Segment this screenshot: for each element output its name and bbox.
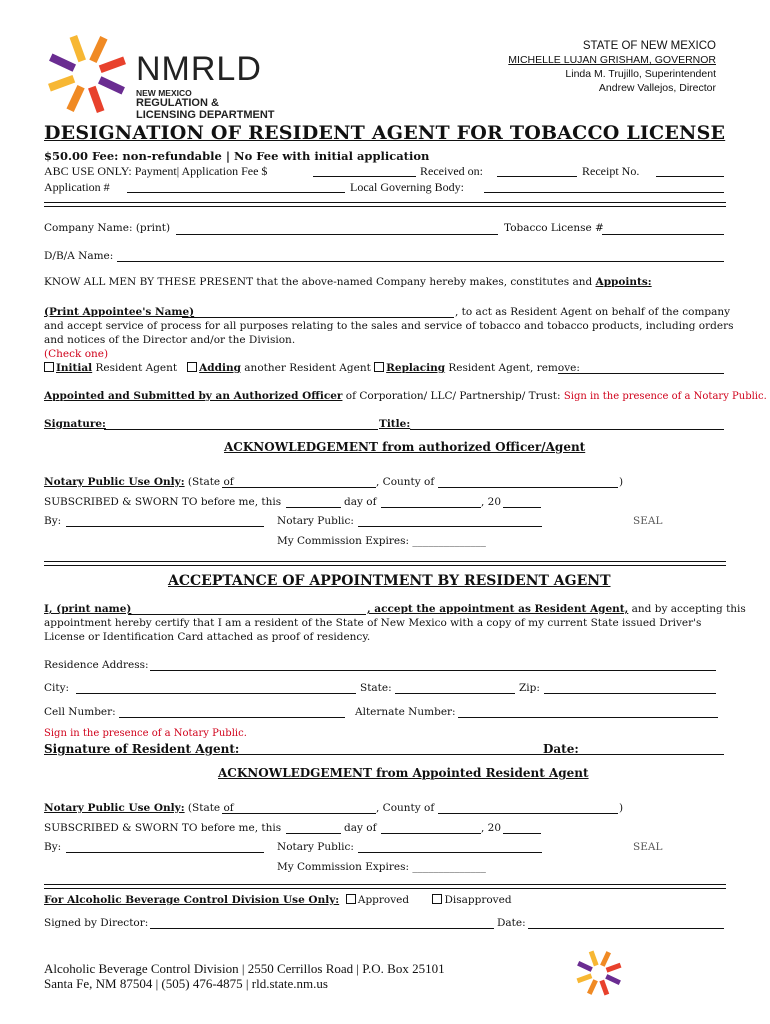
footer-line-2: Santa Fe, NM 87504 | (505) 476-4875 | rld.state.nm.us <box>44 976 328 991</box>
company-name-field[interactable] <box>176 234 498 235</box>
signed-by-label: Signed by Director: <box>44 917 149 929</box>
title-label: Title: <box>379 418 411 430</box>
ack2-commission: My Commission Expires: ______________ <box>277 861 486 873</box>
ack2-year-field[interactable] <box>503 833 541 834</box>
cell-label: Cell Number: <box>44 706 116 718</box>
adding-checkbox[interactable] <box>187 362 197 372</box>
local-body-field[interactable] <box>484 192 724 193</box>
remove-agent-field[interactable] <box>558 373 724 374</box>
ack1-commission: My Commission Expires: ______________ <box>277 535 486 547</box>
ack1-subscribed: SUBSCRIBED & SWORN TO before me, this <box>44 496 282 508</box>
ack1-notary-line <box>44 476 234 488</box>
zip-label: Zip: <box>519 682 540 694</box>
ack1-seal: SEAL <box>633 515 663 527</box>
zip-field[interactable] <box>544 693 716 694</box>
initial-checkbox[interactable] <box>44 362 54 372</box>
cell-field[interactable] <box>119 717 345 718</box>
ack1-day-of: day of <box>344 496 377 508</box>
ack2-notary-field[interactable] <box>358 852 542 853</box>
application-field[interactable] <box>127 192 345 193</box>
divider <box>44 206 726 207</box>
ack2-year: , 20 <box>481 822 502 834</box>
i-print-label: I, (print name) <box>44 603 132 615</box>
sig-agent-label: Signature of Resident Agent: <box>44 742 240 756</box>
initial-label: Initial <box>56 362 93 374</box>
sign-notary-note: Sign in the presence of a Notary Public. <box>563 391 767 402</box>
title-field[interactable] <box>410 429 724 430</box>
ack2-state-of: (State of <box>184 802 234 814</box>
remove-text: Resident Agent, remove: <box>445 362 580 374</box>
nmrld-logo <box>40 30 290 125</box>
acceptance-date-field[interactable] <box>578 754 724 755</box>
logo-line-4: LICENSING DEPARTMENT <box>136 109 275 121</box>
of-corp-text: of Corporation/ LLC/ Partnership/ Trust: <box>342 390 561 402</box>
ack2-heading: ACKNOWLEDGEMENT from Appointed Resident Agent <box>218 766 589 780</box>
tobacco-license-label: Tobacco License # <box>504 222 604 234</box>
signature-field[interactable] <box>104 429 378 430</box>
ack2-day-of: day of <box>344 822 377 834</box>
ack1-year: , 20 <box>481 496 502 508</box>
page-title: DESIGNATION OF RESIDENT AGENT FOR TOBACCO LICENSE <box>44 122 726 144</box>
company-name-label: Company Name: (print) <box>44 222 171 234</box>
state-label: State: <box>360 682 392 694</box>
alt-label: Alternate Number: <box>355 706 456 718</box>
ack1-by-field[interactable] <box>66 526 264 527</box>
city-field[interactable] <box>76 693 356 694</box>
header-director: Andrew Vallejos, Director <box>598 82 716 94</box>
residence-label: Residence Address: <box>44 659 149 671</box>
ack1-notary-use: Notary Public Use Only: <box>44 476 185 488</box>
application-fee-field[interactable] <box>313 176 416 177</box>
ack2-by: By: <box>44 841 62 853</box>
accept-appt-line <box>367 603 746 615</box>
acceptance-sign-notary: Sign in the presence of a Notary Public. <box>44 728 247 739</box>
header-state: STATE OF NEW MEXICO <box>582 40 716 52</box>
ack1-year-field[interactable] <box>503 507 541 508</box>
division-date-field[interactable] <box>528 928 724 929</box>
accept-line-2: and notices of the Director and/or the Division. <box>44 334 296 346</box>
ack1-county-of: , County of <box>376 476 435 488</box>
header-governor: MICHELLE LUJAN GRISHAM, GOVERNOR <box>508 54 716 66</box>
state-field[interactable] <box>395 693 515 694</box>
signature-label: Signature: <box>44 418 106 430</box>
adding-label: Adding <box>199 362 241 374</box>
header-superintendent: Linda M. Trujillo, Superintendent <box>565 68 716 80</box>
ack1-state-of: (State of <box>184 476 234 488</box>
received-on-label: Received on: <box>420 164 483 178</box>
another-agent-text: another Resident Agent <box>240 362 375 374</box>
print-appointee-label: (Print Appointee's Name) <box>44 306 195 318</box>
receipt-field[interactable] <box>656 176 724 177</box>
residence-field[interactable] <box>150 670 716 671</box>
logo-line-3: REGULATION & <box>136 97 219 109</box>
receipt-label: Receipt No. <box>582 164 640 178</box>
division-date-label: Date: <box>497 917 526 929</box>
accept-line-1: and accept service of process for all purposes relating to the sales and service of tobacco and tobacco products, including orders <box>44 320 734 332</box>
know-all-text <box>44 276 652 288</box>
ack2-subscribed: SUBSCRIBED & SWORN TO before me, this <box>44 822 282 834</box>
ack1-month-field[interactable] <box>381 507 481 508</box>
signed-by-field[interactable] <box>150 928 494 929</box>
sig-agent-field[interactable] <box>217 754 543 755</box>
ack2-month-field[interactable] <box>381 833 481 834</box>
ack1-county-field[interactable] <box>438 487 618 488</box>
ack2-seal: SEAL <box>633 841 663 853</box>
disapproved-label: Disapproved <box>444 894 512 906</box>
local-body-label: Local Governing Body: <box>350 180 464 194</box>
know-all-statement: KNOW ALL MEN BY THESE PRESENT that the above-named Company hereby makes, constitutes and <box>44 276 593 288</box>
approved-checkbox[interactable] <box>346 894 356 904</box>
acceptance-line-3: License or Identification Card attached as proof of residency. <box>44 631 371 643</box>
divider <box>44 888 726 889</box>
replacing-checkbox[interactable] <box>374 362 384 372</box>
fee-line: $50.00 Fee: non-refundable | No Fee with initial application <box>44 149 430 163</box>
acceptance-date-label: Date: <box>543 742 579 756</box>
act-as-text: , to act as Resident Agent on behalf of the company <box>455 306 731 318</box>
logo-line-2: NEW MEXICO <box>136 88 192 98</box>
ack1-notary-field[interactable] <box>358 526 542 527</box>
acceptance-heading: ACCEPTANCE OF APPOINTMENT BY RESIDENT AGENT <box>168 573 611 589</box>
nmrld-burst-icon <box>40 30 135 115</box>
ack2-notary-public: Notary Public: <box>277 841 354 853</box>
received-on-field[interactable] <box>497 176 577 177</box>
appointed-line <box>44 390 767 402</box>
approved-label: Approved <box>357 894 410 906</box>
print-name-field[interactable] <box>128 614 366 615</box>
division-line <box>44 894 512 906</box>
application-label: Application # <box>44 180 110 194</box>
accept-appt-text: , accept the appointment as Resident Agent, <box>367 603 629 615</box>
footer-burst-icon <box>572 948 626 998</box>
dba-field[interactable] <box>117 261 724 262</box>
ack1-notary-public: Notary Public: <box>277 515 354 527</box>
ack2-notary-use: Notary Public Use Only: <box>44 802 185 814</box>
dba-label: D/B/A Name: <box>44 250 114 262</box>
city-label: City: <box>44 682 70 694</box>
ack2-notary-line <box>44 802 234 814</box>
ack1-by: By: <box>44 515 62 527</box>
ack1-close: ) <box>619 476 624 488</box>
ack2-close: ) <box>619 802 624 814</box>
alt-field[interactable] <box>458 717 718 718</box>
replacing-label: Replacing <box>386 362 446 374</box>
appointee-name-field[interactable] <box>182 317 454 318</box>
ack1-heading: ACKNOWLEDGEMENT from authorized Officer/Agent <box>224 440 586 454</box>
logo-wordmark: NMRLD <box>136 50 262 88</box>
disapproved-checkbox[interactable] <box>432 894 442 904</box>
appointed-label: Appointed and Submitted by an Authorized Officer <box>44 390 343 402</box>
division-use-only: For Alcoholic Beverage Control Division Use Only: <box>44 894 340 906</box>
divider <box>44 202 726 203</box>
acceptance-line-2: appointment hereby certify that I am a resident of the State of New Mexico with a copy of my current State issued Driver's <box>44 617 702 629</box>
resident-agent-text: Resident Agent <box>92 362 178 374</box>
ack1-day-field[interactable] <box>286 507 341 508</box>
ack2-county-of: , County of <box>376 802 435 814</box>
and-by-text: and by accepting this <box>628 603 746 615</box>
ack2-by-field[interactable] <box>66 852 264 853</box>
divider <box>44 884 726 885</box>
check-one-label: (Check one) <box>44 348 109 360</box>
divider <box>44 565 726 566</box>
footer-line-1: Alcoholic Beverage Control Division | 2550 Cerrillos Road | P.O. Box 25101 <box>44 961 445 976</box>
ack2-day-field[interactable] <box>286 833 341 834</box>
abc-use-label: ABC USE ONLY: Payment| Application Fee $ <box>44 164 268 178</box>
agent-options <box>44 362 580 374</box>
appoints-label: Appoints: <box>595 276 652 288</box>
ack2-county-field[interactable] <box>438 813 618 814</box>
tobacco-license-field[interactable] <box>602 234 724 235</box>
divider <box>44 561 726 562</box>
ack1-state-field[interactable] <box>222 487 376 488</box>
ack2-state-field[interactable] <box>222 813 376 814</box>
